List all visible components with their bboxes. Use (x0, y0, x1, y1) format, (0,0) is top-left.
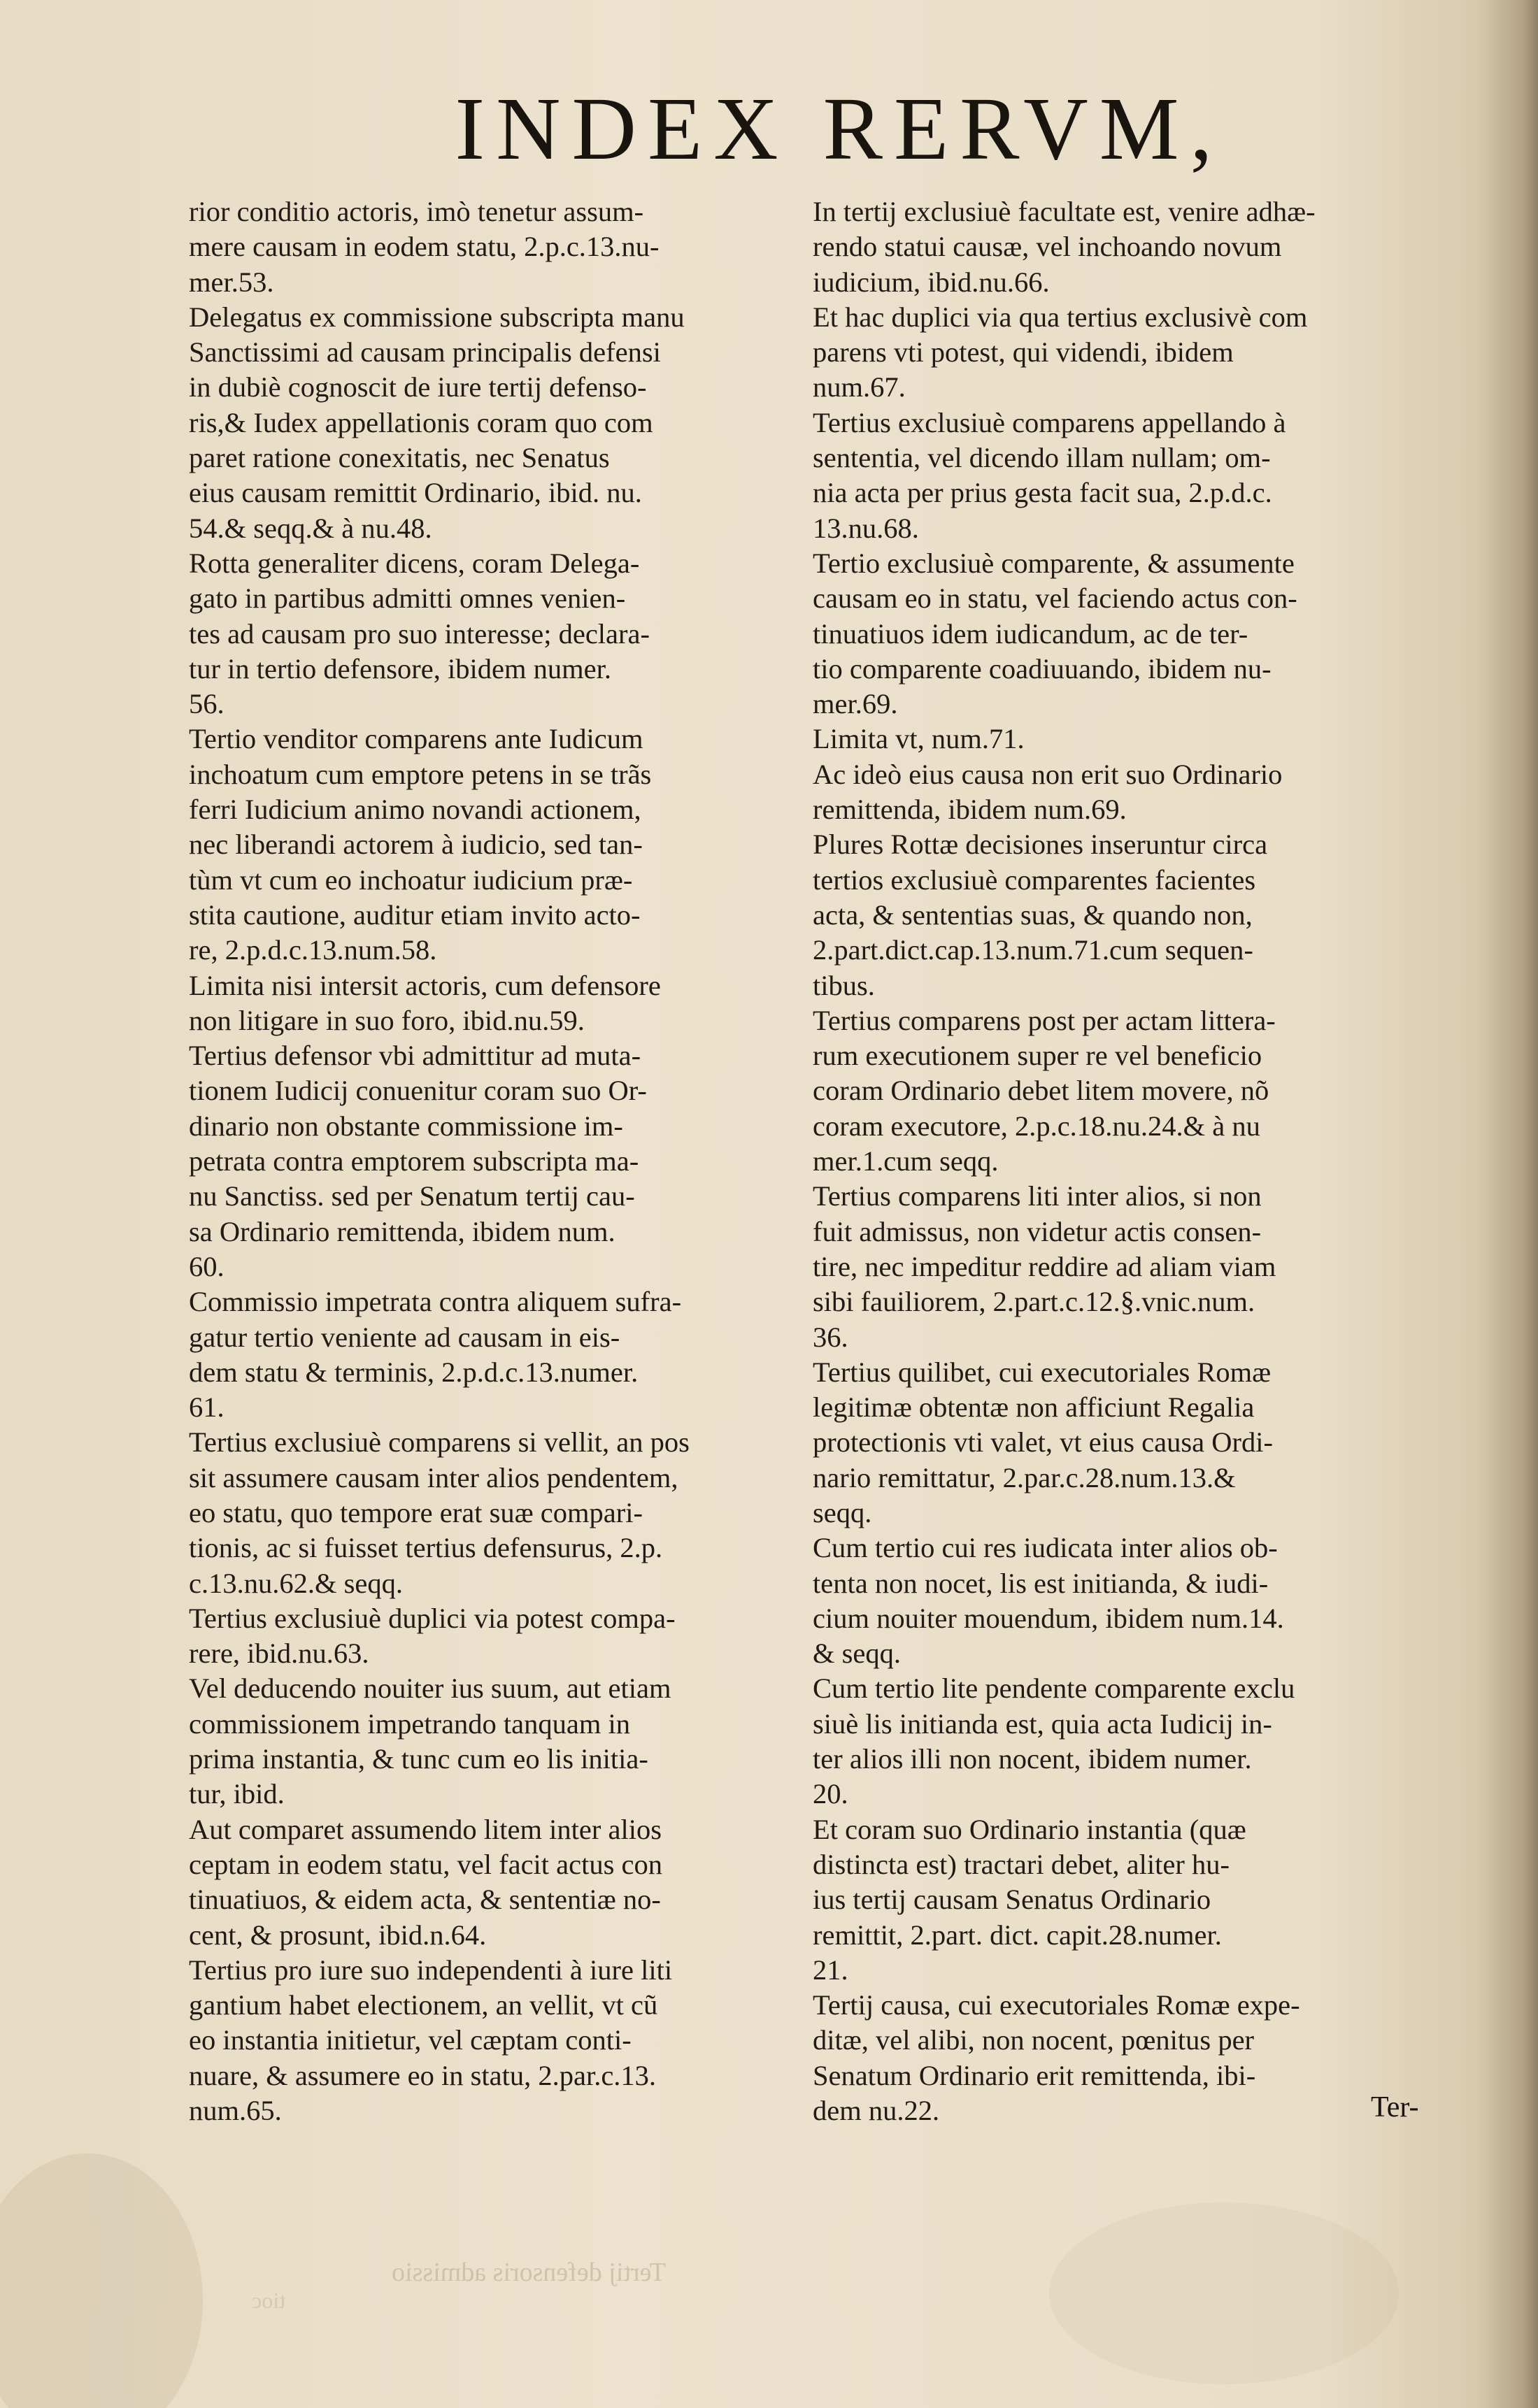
index-entry-line: c.13.nu.62.& seqq. (189, 1567, 403, 1599)
index-entry-line: siuè lis initianda est, quia acta Iudicij in- (813, 1707, 1272, 1740)
index-entry-line: distincta est) tractari debet, aliter hu- (813, 1848, 1230, 1880)
index-entry-line: ris,& Iudex appellationis coram quo com (189, 406, 653, 438)
index-entry-line: tur in tertio defensore, ibidem numer. (189, 652, 611, 685)
index-entry (813, 827, 1451, 1003)
index-entry-line: gatur tertio veniente ad causam in eis- (189, 1321, 620, 1353)
index-entry-line: gantium habet electionem, an vellit, vt cũ (189, 1989, 658, 2021)
index-entry-line: tinuatiuos, & eidem acta, & sententiæ no- (189, 1884, 661, 1916)
index-entry-line: Tertius quilibet, cui executoriales Romæ (813, 1356, 1272, 1388)
index-entry-line: dem statu & terminis, 2.p.d.c.13.numer. (189, 1356, 639, 1388)
index-entry-line: rum executionem super re vel beneficio (813, 1040, 1262, 1072)
index-entry (813, 194, 1451, 300)
index-entry-line: remittenda, ibidem num.69. (813, 794, 1127, 826)
index-entry-line: commissionem impetrando tanquam in (189, 1707, 631, 1740)
index-entry (189, 300, 783, 546)
index-entry-line: Ac ideò eius causa non erit suo Ordinario (813, 758, 1283, 790)
right-column (813, 194, 1451, 2128)
index-entry (813, 406, 1451, 546)
index-entry-line: Commissio impetrata contra aliquem sufra- (189, 1286, 682, 1318)
index-entry (189, 1425, 783, 1600)
index-entry-line: sit assumere causam inter alios pendentem, (189, 1461, 678, 1493)
index-entry-line: mere causam in eodem statu, 2.p.c.13.nu- (189, 231, 660, 263)
index-entry-line: Senatum Ordinario erit remittenda, ibi- (813, 2059, 1256, 2091)
index-entry-line: Et coram suo Ordinario instantia (quæ (813, 1813, 1246, 1845)
index-entry-line: Aut comparet assumendo litem inter alios (189, 1813, 662, 1845)
index-entry-line: 56. (189, 688, 225, 720)
index-entry-line: tionem Iudicij conuenitur coram suo Or- (189, 1075, 647, 1107)
index-entry-line: 13.nu.68. (813, 512, 919, 544)
index-entry (813, 1003, 1451, 1179)
index-entry (189, 1953, 783, 2128)
index-entry-line: Limita vt, num.71. (813, 723, 1025, 755)
index-entry-line: rendo statui causæ, vel inchoando novum (813, 231, 1282, 263)
index-entry-line: nuare, & assumere eo in statu, 2.par.c.13. (189, 2059, 657, 2091)
index-entry-line: paret ratione conexitatis, nec Senatus (189, 442, 610, 474)
index-entry-line: eo instantia initietur, vel cæptam conti- (189, 2024, 632, 2056)
index-entry-line: ter alios illi non nocent, ibidem numer. (813, 1743, 1252, 1775)
index-entry-line: tibus. (813, 969, 875, 1001)
index-entry-line: ius tertij causam Senatus Ordinario (813, 1884, 1211, 1916)
index-entry-line: Plures Rottæ decisiones inseruntur circa (813, 829, 1268, 861)
index-entry (189, 1601, 783, 1672)
index-entry-line: tertios exclusiuè comparentes facientes (813, 863, 1256, 896)
index-entry-line: Tertius exclusiuè duplici via potest compa- (189, 1602, 676, 1634)
index-entry-line: Rotta generaliter dicens, coram Delega- (189, 547, 640, 579)
index-entry (189, 1812, 783, 1953)
index-entry (189, 1671, 783, 1812)
index-entry-line: nia acta per prius gesta facit sua, 2.p.d.c. (813, 477, 1272, 509)
index-entry-line: legitimæ obtentæ non afficiunt Regalia (813, 1391, 1255, 1424)
index-entry-line: prima instantia, & tunc cum eo lis initia- (189, 1743, 648, 1775)
index-entry-line: remittit, 2.part. dict. capit.28.numer. (813, 1919, 1222, 1951)
show-through-text: tioc (252, 2288, 285, 2313)
index-entry-line: tionis, ac si fuisset tertius defensurus, 2.p. (189, 1532, 663, 1564)
index-entry-line: nario remittatur, 2.par.c.28.num.13.& (813, 1461, 1236, 1493)
index-entry-line: seqq. (813, 1496, 872, 1528)
index-entry-line: mer.69. (813, 688, 898, 720)
index-entry-line: eo statu, quo tempore erat suæ compari- (189, 1496, 643, 1528)
index-entry (189, 968, 783, 1039)
paper-stain (0, 2153, 203, 2408)
index-entry-line: num.67. (813, 371, 906, 403)
index-entry-line: eius causam remittit Ordinario, ibid. nu. (189, 477, 642, 509)
index-entry-line: tinuatiuos idem iudicandum, ac de ter- (813, 617, 1248, 650)
index-entry-line: tio comparente coadiuuando, ibidem nu- (813, 652, 1272, 685)
index-entry (189, 1038, 783, 1284)
paper-stain (1049, 2202, 1399, 2384)
index-entry-line: & seqq. (813, 1637, 901, 1670)
index-entry-line: 2.part.dict.cap.13.num.71.cum sequen- (813, 934, 1253, 966)
index-entry-line: tire, nec impeditur reddire ad aliam viam (813, 1250, 1276, 1282)
index-entry-line: 61. (189, 1391, 225, 1424)
index-entry (813, 1671, 1451, 1812)
index-entry-line: coram executore, 2.p.c.18.nu.24.& à nu (813, 1110, 1260, 1142)
index-entry-line: Tertius comparens post per actam littera- (813, 1004, 1276, 1036)
index-entry (813, 722, 1451, 757)
left-column (189, 194, 783, 2128)
index-entry-line: Tertio venditor comparens ante Iudicum (189, 723, 643, 755)
index-entry-line: Tertius exclusiuè comparens appellando à (813, 406, 1286, 438)
index-entry-line: tur, ibid. (189, 1778, 285, 1810)
index-entry-line: 54.& seqq.& à nu.48. (189, 512, 432, 544)
index-entry-line: Sanctissimi ad causam principalis defensi (189, 336, 661, 368)
index-entry (189, 722, 783, 968)
index-entry-line: acta, & sententias suas, & quando non, (813, 898, 1253, 931)
index-entry-line: num.65. (189, 2095, 282, 2127)
index-entry-line: Delegatus ex commissione subscripta manu (189, 301, 685, 333)
index-entry-line: Tertij causa, cui executoriales Romæ expe- (813, 1989, 1300, 2021)
index-entry-line: cent, & prosunt, ibid.n.64. (189, 1919, 487, 1951)
index-entry-line: Tertius pro iure suo independenti à iure liti (189, 1954, 673, 1986)
index-entry-line: inchoatum cum emptore petens in se trãs (189, 758, 652, 790)
index-entry-line: Limita nisi intersit actoris, cum defensore (189, 969, 661, 1001)
index-entry (189, 194, 783, 300)
index-entry-line: Tertius defensor vbi admittitur ad muta- (189, 1040, 641, 1072)
index-entry (813, 757, 1451, 828)
index-entry-line: nu Sanctiss. sed per Senatum tertij cau- (189, 1180, 635, 1212)
index-entry-line: Tertius comparens liti inter alios, si non (813, 1180, 1262, 1212)
index-entry (813, 1812, 1451, 1988)
index-entry-line: cium nouiter mouendum, ibidem num.14. (813, 1602, 1284, 1634)
index-entry (813, 546, 1451, 722)
index-entry-line: 60. (189, 1250, 225, 1282)
index-entry (189, 1284, 783, 1425)
index-entry-line: mer.53. (189, 266, 274, 298)
index-entry-line: coram Ordinario debet litem movere, nõ (813, 1075, 1269, 1107)
index-entry-line: gato in partibus admitti omnes venien- (189, 582, 626, 615)
index-entry-line: sibi fauiliorem, 2.part.c.12.§.vnic.num. (813, 1286, 1255, 1318)
index-entry-line: ceptam in eodem statu, vel facit actus con (189, 1848, 662, 1880)
index-entry-line: tenta non nocet, lis est initianda, & iudi- (813, 1567, 1269, 1599)
index-entry (813, 1988, 1451, 2128)
index-entry-line: ditæ, vel alibi, non nocent, pœnitus per (813, 2024, 1255, 2056)
index-entry-line: 36. (813, 1321, 848, 1353)
index-entry-line: nec liberandi actorem à iudicio, sed tan- (189, 829, 643, 861)
index-entry-line: stita cautione, auditur etiam invito acto- (189, 898, 641, 931)
index-entry-line: tùm vt cum eo inchoatur iudicium præ- (189, 863, 633, 896)
index-entry-line: in dubiè cognoscit de iure tertij defenso- (189, 371, 647, 403)
index-entry-line: tes ad causam pro suo interesse; declara- (189, 617, 650, 650)
index-entry-line: Tertius exclusiuè comparens si vellit, an pos (189, 1426, 690, 1459)
index-entry-line: Cum tertio lite pendente comparente exclu (813, 1672, 1295, 1705)
index-entry-line: dem nu.22. (813, 2095, 940, 2127)
index-entry-line: sententia, vel dicendo illam nullam; om- (813, 442, 1271, 474)
index-entry-line: 21. (813, 1954, 848, 1986)
page-title: INDEX RERVM, (455, 79, 1224, 178)
index-entry-line: Cum tertio cui res iudicata inter alios ob- (813, 1532, 1278, 1564)
index-entry-line: rere, ibid.nu.63. (189, 1637, 369, 1670)
index-entry-line: mer.1.cum seqq. (813, 1145, 999, 1177)
show-through-text: Tertij defensoris admissio (392, 2258, 667, 2287)
catchword: Ter- (1371, 2091, 1419, 2123)
index-entry-line: non litigare in suo foro, ibid.nu.59. (189, 1004, 585, 1036)
index-entry-line: causam eo in statu, vel faciendo actus con- (813, 582, 1297, 615)
index-entry-line: Vel deducendo nouiter ius suum, aut etiam (189, 1672, 671, 1705)
index-entry-line: Et hac duplici via qua tertius exclusivè com (813, 301, 1308, 333)
index-entry-line: petrata contra emptorem subscripta ma- (189, 1145, 639, 1177)
index-entry-line: dinario non obstante commissione im- (189, 1110, 623, 1142)
index-entry-line: ferri Iudicium animo novandi actionem, (189, 794, 641, 826)
index-entry (813, 1355, 1451, 1531)
index-entry-line: rior conditio actoris, imò tenetur assum- (189, 196, 644, 227)
index-entry-line: fuit admissus, non videtur actis consen- (813, 1215, 1262, 1247)
index-entry (813, 1179, 1451, 1354)
index-entry-line: 20. (813, 1778, 848, 1810)
index-entry (813, 1531, 1451, 1671)
index-entry (189, 546, 783, 722)
index-entry-line: Tertio exclusiuè comparente, & assumente (813, 547, 1295, 579)
index-entry-line: sa Ordinario remittenda, ibidem num. (189, 1215, 615, 1247)
index-entry-line: parens vti potest, qui videndi, ibidem (813, 336, 1234, 368)
index-entry-line: iudicium, ibid.nu.66. (813, 266, 1050, 298)
index-entry-line: re, 2.p.d.c.13.num.58. (189, 934, 437, 966)
index-entry (813, 300, 1451, 406)
index-entry-line: protectionis vti valet, vt eius causa Ordi- (813, 1426, 1273, 1459)
index-entry-line: In tertij exclusiuè facultate est, venire adhæ- (813, 196, 1316, 227)
